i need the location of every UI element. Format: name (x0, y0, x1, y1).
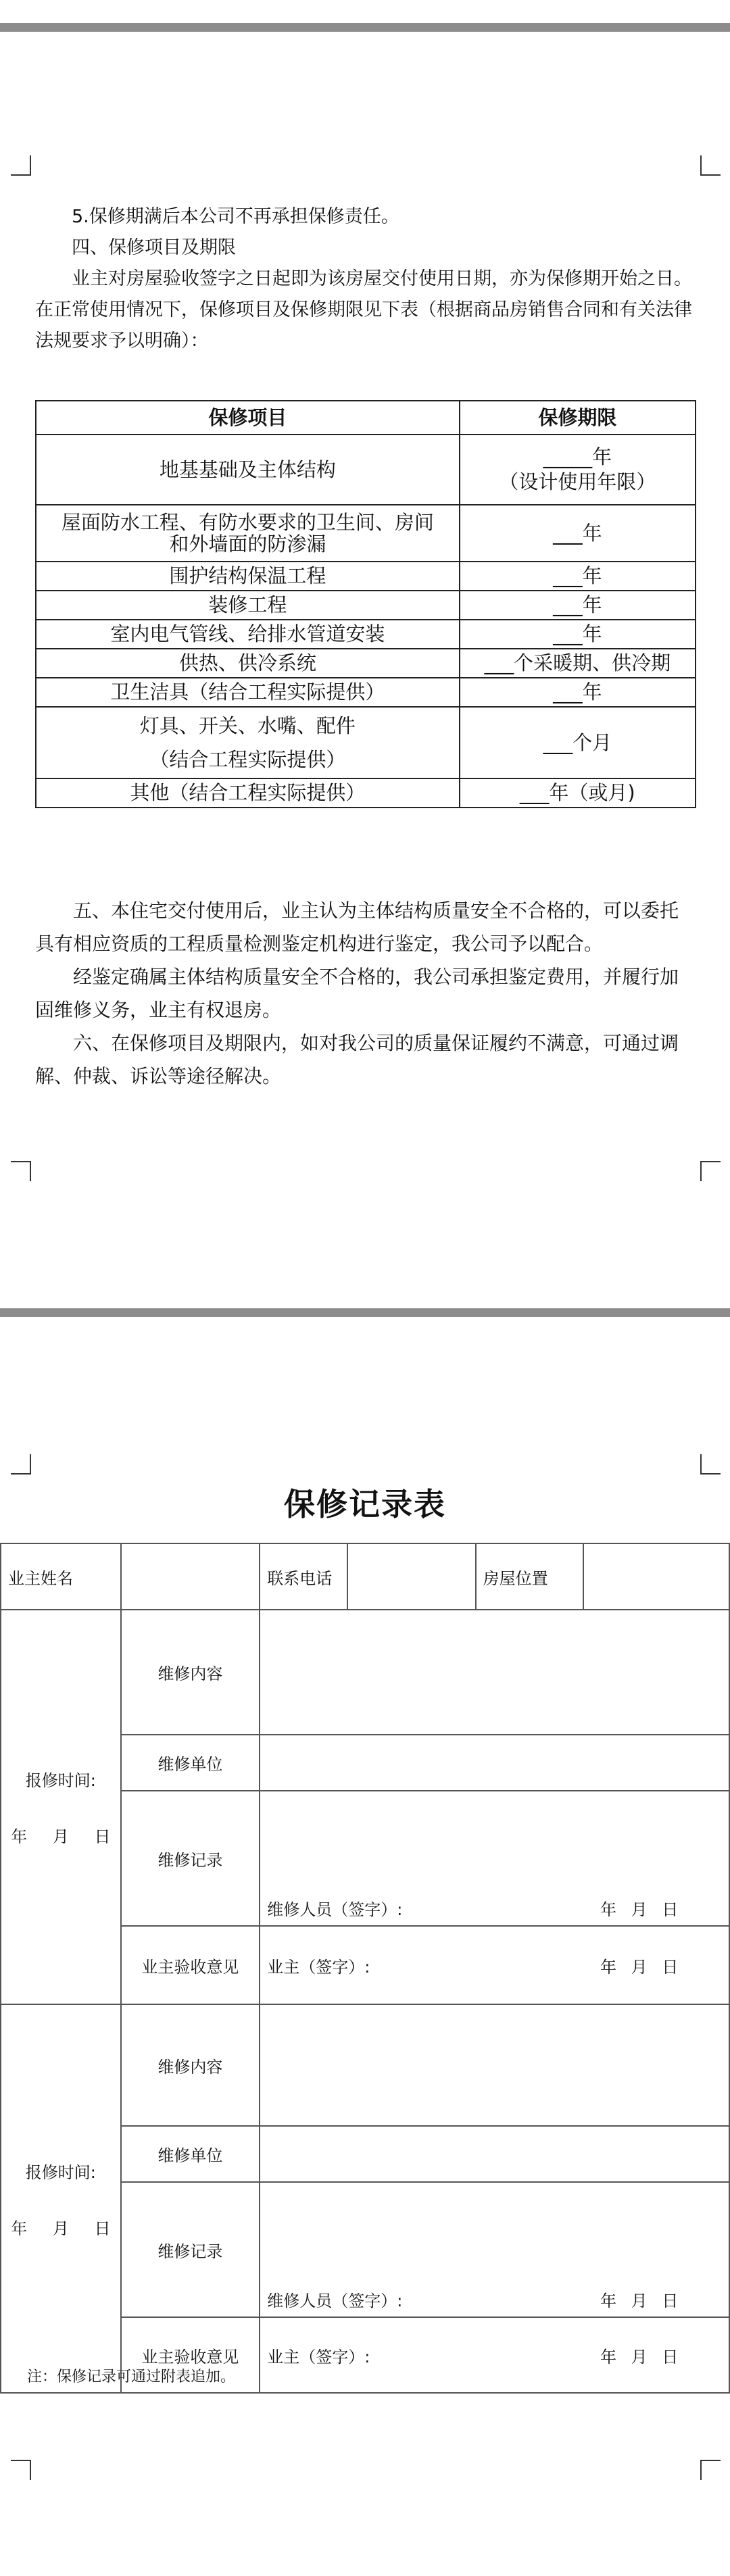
page-title: 保修记录表 (284, 1486, 446, 1522)
header-warranty-period: 保修期限 (460, 401, 696, 435)
table-row (36, 435, 696, 505)
repair-content-field[interactable] (260, 2004, 729, 2126)
crop-mark-bottom-left (11, 1161, 31, 1181)
crop-mark-bottom-right (700, 1161, 721, 1181)
paragraph-warranty-expiry: 5.保修期满后本公司不再承担保修责任。 (72, 206, 399, 227)
page-separator-bar (0, 1308, 730, 1317)
footnote: 注：保修记录可通过附表追加。 (27, 2369, 236, 2385)
report-date: 年 月 日 (11, 2219, 111, 2238)
header-warranty-item: 保修项目 (36, 401, 460, 435)
item-cell: 装修工程 (36, 591, 460, 620)
crop-mark-top-left (11, 1454, 31, 1475)
location-field[interactable] (583, 1543, 729, 1610)
repair-record-label: 维修记录 (121, 2182, 260, 2317)
report-time-cell (1, 2004, 121, 2393)
paragraph-structure-inspection: 五、本住宅交付使用后，业主认为主体结构质量安全不合格的，可以委托具有相应资质的工程质量检测鉴定机构进行鉴定，我公司予以配合。 (35, 899, 679, 955)
period-cell: ___个月 (460, 707, 696, 778)
location-label: 房屋位置 (476, 1543, 584, 1610)
repairer-sign-date: 年 月 日 (600, 2292, 679, 2310)
period-note: （设计使用年限） (499, 470, 656, 493)
report-time-cell (1, 1610, 121, 2004)
owner-sign-date: 年 月 日 (600, 2347, 679, 2367)
item-cell (36, 505, 460, 562)
owner-signature-label: 业主（签字）: (267, 1957, 370, 1977)
owner-info-row (1, 1543, 729, 1610)
repair-unit-label: 维修单位 (121, 1735, 260, 1791)
item-cell: 供热、供冷系统 (36, 649, 460, 678)
period-cell: ___年 (460, 591, 696, 620)
acceptance-field[interactable] (260, 1926, 729, 2004)
repair-content-label: 维修内容 (121, 1610, 260, 1735)
repair-record-field[interactable] (260, 1791, 729, 1926)
item-cell (36, 707, 460, 778)
repairer-signature-label: 维修人员（签字）: (267, 2292, 403, 2310)
acceptance-label: 业主验收意见 (121, 1926, 260, 2004)
table-row (36, 620, 696, 649)
item-line: （结合工程实际提供） (149, 748, 346, 771)
period-cell: ___年 (460, 505, 696, 562)
repair-unit-label: 维修单位 (121, 2126, 260, 2182)
period-cell (460, 435, 696, 505)
repair-content-label: 维修内容 (121, 2004, 260, 2126)
period-cell: ___年（或月) (460, 778, 696, 808)
owner-signature-label: 业主（签字）: (267, 2347, 370, 2367)
report-date: 年 月 日 (11, 1827, 111, 1846)
period-cell: ___年 (460, 620, 696, 649)
table-row (36, 562, 696, 591)
period-line: _____年 (543, 445, 612, 468)
crop-mark-top-right (700, 155, 721, 176)
repair-record-field[interactable] (260, 2182, 729, 2317)
owner-sign-date: 年 月 日 (600, 1957, 679, 1977)
repair-content-field[interactable] (260, 1610, 729, 1735)
page-top-bar (0, 23, 730, 32)
warranty-periods-table (35, 400, 696, 808)
period-cell: ___年 (460, 678, 696, 707)
table-row (36, 707, 696, 778)
paragraph-dispute-resolution: 六、在保修项目及期限内，如对我公司的质量保证履约不满意，可通过调解、仲裁、诉讼等途径解决。 (35, 1032, 679, 1087)
repair-record-table (0, 1543, 730, 2394)
crop-mark-top-right (700, 1454, 721, 1475)
paragraph-warranty-start: 业主对房屋验收签字之日起即为该房屋交付使用日期，亦为保修期开始之日。在正常使用情况下，保修项目及保修期限见下表（根据商品房销售合同和有关法律法规要求予以明确）： (35, 268, 692, 351)
warranty-intro (35, 201, 696, 357)
phone-label: 联系电话 (260, 1543, 347, 1610)
report-time-label: 报修时间: (25, 1771, 96, 1790)
repair-record-label: 维修记录 (121, 1791, 260, 1926)
crop-mark-bottom-left (11, 2460, 31, 2480)
table-row (36, 778, 696, 808)
acceptance-field[interactable] (260, 2317, 729, 2393)
crop-mark-top-left (11, 155, 31, 176)
report-time-label: 报修时间: (25, 2162, 96, 2182)
record-row-content (1, 2004, 729, 2126)
acceptance-label: 业主验收意见 (121, 2317, 260, 2393)
item-line: 屋面防水工程、有防水要求的卫生间、房间 (61, 511, 434, 534)
table-row (36, 678, 696, 707)
paragraph-reinforcement: 经鉴定确属主体结构质量安全不合格的，我公司承担鉴定费用，并履行加固维修义务，业主有权退房。 (35, 966, 679, 1021)
warranty-clauses (35, 894, 696, 1093)
table-row (36, 591, 696, 620)
repairer-sign-date: 年 月 日 (600, 1900, 679, 1919)
item-cell: 地基基础及主体结构 (36, 435, 460, 505)
item-line: 灯具、开关、水嘴、配件 (139, 714, 356, 737)
table-row (36, 505, 696, 562)
repairer-signature-label: 维修人员（签字）: (267, 1900, 403, 1919)
item-line: 和外墙面的防渗漏 (169, 532, 326, 555)
period-cell: ___年 (460, 562, 696, 591)
record-row-content (1, 1610, 729, 1735)
repair-unit-field[interactable] (260, 1735, 729, 1791)
table-header-row (36, 401, 696, 435)
item-cell: 围护结构保温工程 (36, 562, 460, 591)
owner-name-label: 业主姓名 (1, 1543, 121, 1610)
section-heading-items-and-periods: 四、保修项目及期限 (72, 237, 236, 258)
crop-mark-bottom-right (700, 2460, 721, 2480)
phone-field[interactable] (347, 1543, 476, 1610)
item-cell: 卫生洁具（结合工程实际提供） (36, 678, 460, 707)
repair-unit-field[interactable] (260, 2126, 729, 2182)
owner-name-field[interactable] (121, 1543, 260, 1610)
item-cell: 室内电气管线、给排水管道安装 (36, 620, 460, 649)
item-cell: 其他（结合工程实际提供） (36, 778, 460, 808)
period-cell: ___个采暖期、供冷期 (460, 649, 696, 678)
table-row (36, 649, 696, 678)
